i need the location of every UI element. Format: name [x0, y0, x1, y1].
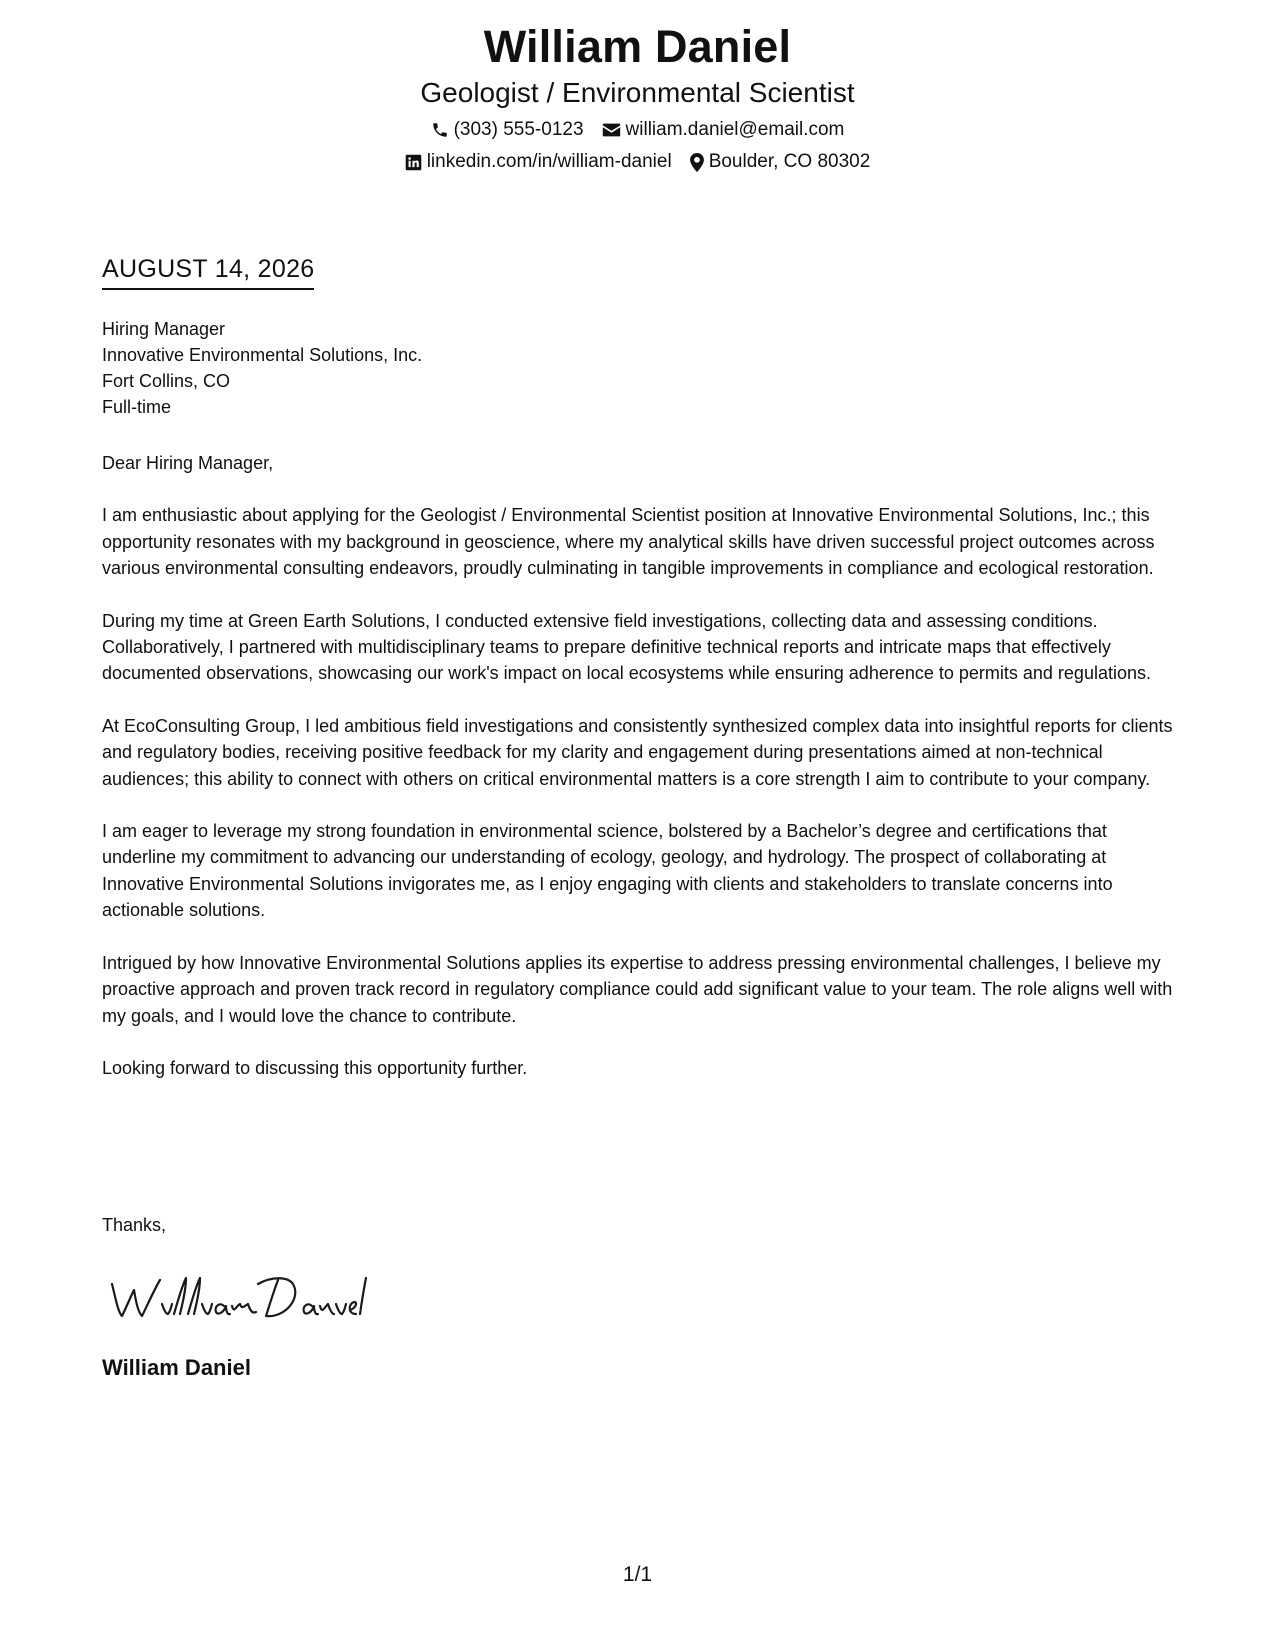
recipient-block — [102, 316, 422, 420]
recipient-line: Fort Collins, CO — [102, 371, 231, 391]
contact-email[interactable] — [602, 118, 845, 142]
letter-date: AUGUST 14, 2026 — [102, 254, 314, 290]
letter-date-block — [102, 254, 314, 290]
letter-body — [102, 450, 1177, 1107]
letter-header — [0, 18, 1275, 174]
page-number: 1/1 — [622, 1563, 653, 1586]
contact-line-2 — [0, 150, 1275, 174]
linkedin-text[interactable]: linkedin.com/in/william-daniel — [426, 151, 672, 172]
applicant-name: William Daniel — [483, 21, 792, 72]
body-paragraph: During my time at Green Earth Solutions, I conducted extensive field investigations, collecting data and assessing conditions. Collaboratively, I partnered with multidisciplinary teams to prepare definitive technical reports and intricate maps that effectively documented observations, showcasing our work's impact on local ecosystems while ensuring adherence to permits and regulations. — [102, 610, 1151, 684]
contact-phone — [431, 118, 584, 142]
contact-line-1 — [0, 118, 1275, 142]
linkedin-icon — [405, 154, 422, 171]
phone-text: (303) 555-0123 — [453, 119, 584, 140]
closing-text: Thanks, — [102, 1215, 167, 1235]
envelope-icon — [602, 122, 621, 138]
signature-image — [108, 1270, 368, 1330]
email-text[interactable]: william.daniel@email.com — [625, 119, 845, 140]
recipient-line: Full-time — [102, 397, 172, 417]
signer-name: William Daniel — [102, 1355, 251, 1380]
recipient-line: Innovative Environmental Solutions, Inc. — [102, 345, 423, 365]
body-paragraph: Intrigued by how Innovative Environmental Solutions applies its expertise to address pressing environmental challenges, I believe my proactive approach and proven track record in regulatory compliance could add significant value to your team. The role aligns well with my goals, and I would love the chance to contribute. — [102, 952, 1173, 1026]
body-paragraph: At EcoConsulting Group, I led ambitious field investigations and consistently synthesized complex data into insightful reports for clients and regulatory bodies, receiving positive feedback for my clarity and engagement during presentations aimed at non-technical audiences; this ability to connect with others on critical environmental matters is a core strength I aim to contribute to your company. — [102, 715, 1173, 789]
map-pin-icon — [690, 153, 704, 172]
body-paragraph: I am eager to leverage my strong foundation in environmental science, bolstered by a Bachelor’s degree and certifications that underline my commitment to advancing our understanding of ecology, geology, and hydrology. The prospect of collaborating at Innovative Environmental Solutions invigorates me, as I enjoy engaging with clients and stakeholders to translate concerns into actionable solutions. — [102, 821, 1113, 921]
phone-icon — [431, 121, 449, 139]
location-text: Boulder, CO 80302 — [708, 151, 871, 172]
contact-linkedin[interactable] — [405, 150, 672, 174]
body-paragraph: Looking forward to discussing this opportunity further. — [102, 1057, 528, 1078]
body-paragraph: I am enthusiastic about applying for the Geologist / Environmental Scientist position at Innovative Environmental Solutions, Inc.; this opportunity resonates with my background in geoscience, where my analytical skills have driven successful project outcomes across various environmental consulting endeavors, proudly culminating in tangible improvements in compliance and ecological restoration. — [102, 505, 1155, 579]
recipient-line: Hiring Manager — [102, 319, 226, 339]
salutation: Dear Hiring Manager, — [102, 453, 274, 473]
applicant-title: Geologist / Environmental Scientist — [420, 77, 855, 108]
contact-location — [690, 150, 871, 174]
